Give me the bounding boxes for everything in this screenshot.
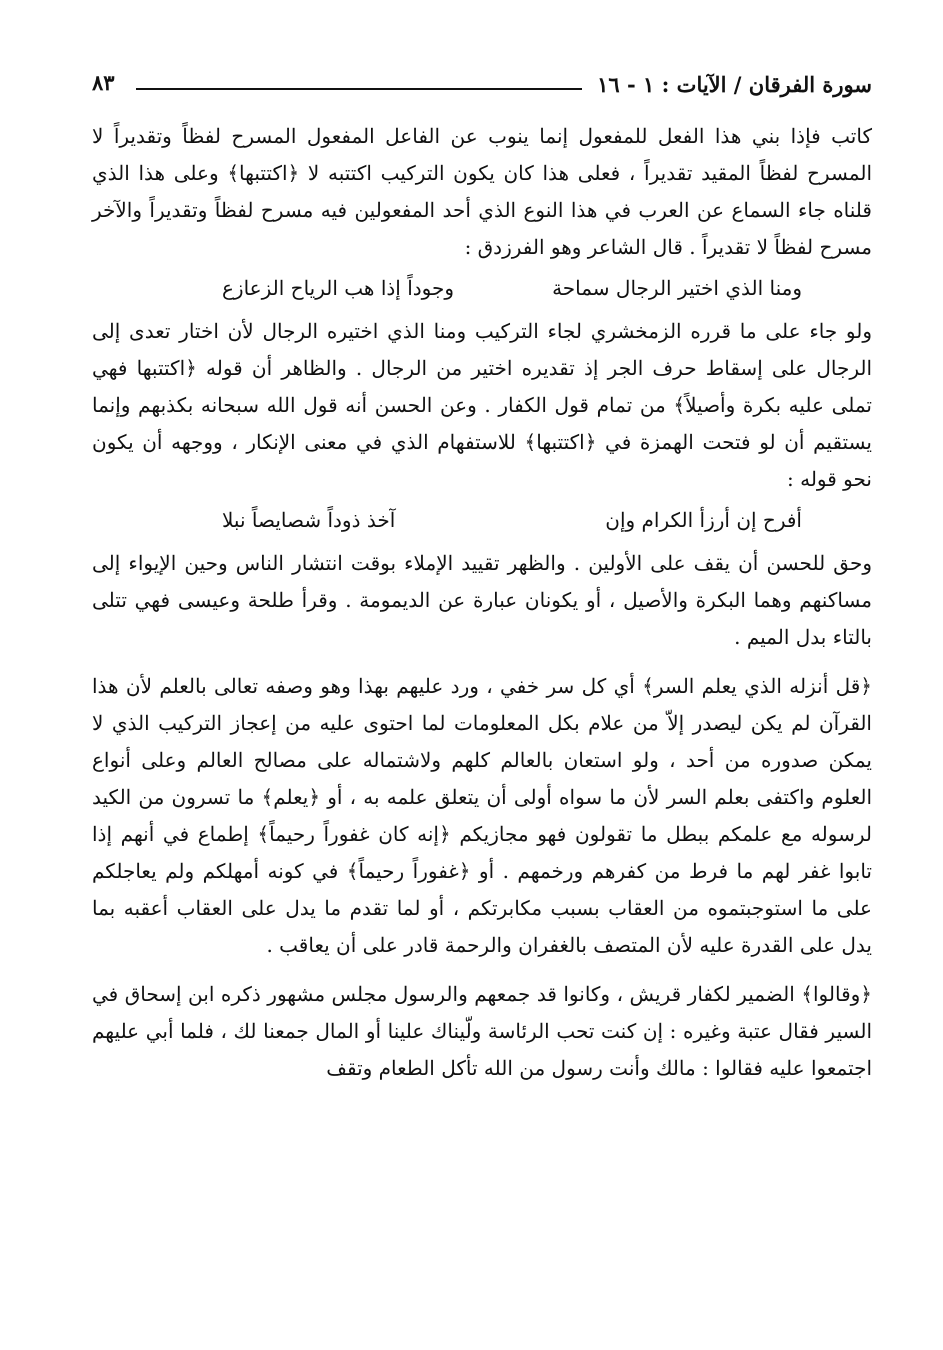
paragraph-3: وحق للحسن أن يقف على الأولين . والظهر تقييد الإملاء بوقت انتشار الناس وحين الإيواء إلى مساكنهم وهما البكرة والأصيل ، أو يكونان عبارة عن الديمومة . وقرأ طلحة وعيسى فهي تتلى بالتاء بدل الميم . xyxy=(92,551,872,649)
running-header xyxy=(92,66,872,106)
paragraph-5: ﴿وقالوا﴾ الضمير لكفار قريش ، وكانوا قد جمعهم والرسول مجلس مشهور ذكره ابن إسحاق في السير فقال عتبة وغيره : إن كنت تحب الرئاسة ولّيناك علينا أو المال جمعنا لك ، فلما أبي عليهم اجتمعوا عليه فقالوا : مالك وأنت رسول من الله تأكل الطعام وتقف xyxy=(92,982,873,1080)
header-rule xyxy=(136,88,582,90)
paragraph-1: كاتب فإذا بني هذا الفعل للمفعول إنما ينوب عن الفاعل المفعول المسرح لفظاً وتقديراً لا المسرح لفظاً المقيد تقديراً ، فعلى هذا كان يكون التركيب اكتتبه لا ﴿اكتتبها﴾ وعلى هذا الذي قلناه جاء السماع عن العرب في هذا النوع الذي أحد المفعولين فيه مسرح لفظاً وتقديراً والآخر مسرح لفظاً لا تقديراً . قال الشاعر وهو الفرزدق : xyxy=(92,124,872,259)
paragraph-2: ولو جاء على ما قرره الزمخشري لجاء التركيب ومنا الذي اختيره الرجال لأن اختار تعدى إلى الرجال على إسقاط حرف الجر إذ تقديره اختير من الرجال . والظاهر أن قوله ﴿اكتتبها فهي تملى عليه بكرة وأصيلاً﴾ من تمام قول الكفار . وعن الحسن أنه قول الله سبحانه بكذبهم وإنما يستقيم أن لو فتحت الهمزة في ﴿اكتتبها﴾ للاستفهام الذي في معنى الإنكار ، ووجهه أن يكون نحو قوله : xyxy=(92,319,872,491)
verse-1 xyxy=(92,270,872,307)
verse-1-second-hemistich: وجوداً إذا هب الرياح الزعازع xyxy=(222,276,455,300)
body-text xyxy=(92,118,872,1087)
verse-2-first-hemistich: أفرح إن أرزأ الكرام وإن xyxy=(605,508,802,532)
header-title: سورة الفرقان / الآيات : ١ - ١٦ xyxy=(597,72,872,97)
verse-2-second-hemistich: آخذ ذوداً شصايصاً نبلا xyxy=(222,508,396,532)
page-number: ٨٣ xyxy=(92,70,115,95)
verse-1-first-hemistich: ومنا الذي اختير الرجال سماحة xyxy=(552,276,802,300)
paragraph-4: ﴿قل أنزله الذي يعلم السر﴾ أي كل سر خفي ، ورد عليهم بهذا وهو وصفه تعالى بالعلم لأن هذا القرآن لم يكن ليصدر إلاّ من علام بكل المعلومات لما احتوى عليه من إعجاز التركيب الذي لا يمكن صدوره من أحد ، ولو استعان بالعالم كلهم ولاشتماله على مصالح العالم وعلى أنواع العلوم واكتفى بعلم السر لأن ما سواه أولى أن يتعلق علمه به ، أو ﴿يعلم﴾ ما تسرون من الكيد لرسوله مع علمكم ببطل ما تقولون فهو مجازيكم ﴿إنه كان غفوراً رحيماً﴾ إطماع في أنهم إذا تابوا غفر لهم ما فرط من كفرهم ورخمهم . أو ﴿غفوراً رحيماً﴾ في كونه أمهلكم ولم يعاجلكم على ما استوجبتموه من العقاب بسبب مكابرتكم ، أو لما تقدم ما يدل على العقاب أعقبه بما يدل على القدرة عليه لأن المتصف بالغفران والرحمة قادر على أن يعاقب . xyxy=(92,674,872,957)
verse-2 xyxy=(92,502,872,539)
